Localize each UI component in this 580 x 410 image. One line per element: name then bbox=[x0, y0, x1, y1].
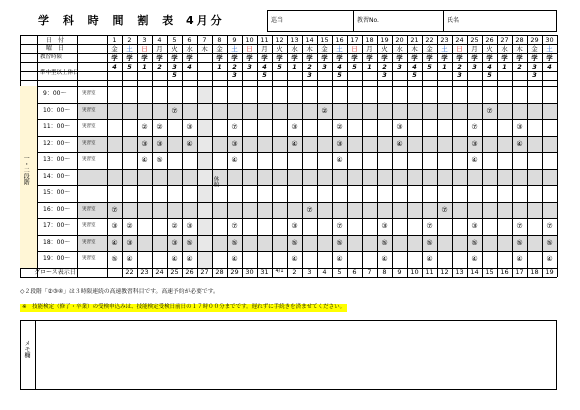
lesson-mark: ④ bbox=[186, 255, 193, 263]
period-cell: 3 bbox=[247, 62, 252, 71]
weekday-cell: 月 bbox=[366, 44, 373, 53]
page-title: 学 科 時 間 割 表 bbox=[38, 14, 179, 27]
lesson-mark: ③ bbox=[141, 139, 148, 148]
grid-vline bbox=[437, 35, 438, 277]
grid-hline bbox=[20, 103, 557, 104]
gross-day: 24 bbox=[155, 268, 164, 276]
grid-hline bbox=[20, 251, 557, 252]
weekday-cell: 月 bbox=[471, 44, 478, 53]
gross-day: 12 bbox=[440, 268, 449, 276]
time-label: 13：00～ bbox=[43, 156, 71, 163]
time-label: 17：00～ bbox=[43, 222, 71, 229]
day-number: 29 bbox=[530, 35, 539, 44]
lesson-mark: ⑦ bbox=[231, 123, 238, 131]
grid-hline bbox=[20, 80, 557, 81]
period-cell: 4 bbox=[112, 62, 117, 71]
grid-hline bbox=[20, 235, 557, 236]
extra-cell: 3 bbox=[532, 71, 537, 79]
day-number: 24 bbox=[455, 35, 464, 44]
lesson-mark: ④ bbox=[231, 255, 238, 263]
lesson-mark: ④ bbox=[126, 255, 133, 263]
weekday-cell: 金 bbox=[426, 44, 433, 53]
day-number: 11 bbox=[260, 35, 269, 44]
grid-hline bbox=[20, 218, 557, 219]
gross-day: 16 bbox=[500, 268, 509, 276]
day-number: 12 bbox=[275, 35, 284, 44]
period-cell: 4 bbox=[547, 62, 552, 71]
type-cell: 学 bbox=[111, 53, 118, 62]
day-number: 22 bbox=[425, 35, 434, 44]
lesson-mark: ② bbox=[336, 123, 343, 131]
grid-vline bbox=[347, 35, 348, 277]
day-number: 20 bbox=[395, 35, 404, 44]
type-cell: 学 bbox=[426, 53, 433, 62]
type-cell: 学 bbox=[531, 53, 538, 62]
period-cell: 2 bbox=[517, 62, 522, 71]
extra-cell: 5 bbox=[337, 71, 342, 79]
lesson-mark: ⑤ bbox=[546, 238, 553, 247]
gross-day: 4/1 bbox=[275, 268, 284, 274]
gross-day: 31 bbox=[260, 268, 269, 276]
time-label: 15：00～ bbox=[43, 189, 71, 196]
lesson-mark: ④ bbox=[381, 255, 388, 263]
day-number: 2 bbox=[127, 35, 132, 44]
room-tag: 実習室 bbox=[82, 206, 96, 212]
gross-day: 7 bbox=[367, 268, 372, 276]
day-number: 3 bbox=[142, 35, 147, 44]
period-cell: 2 bbox=[307, 62, 312, 71]
time-label: 10：00～ bbox=[43, 106, 71, 114]
period-cell: 1 bbox=[442, 62, 447, 71]
gross-day: 27 bbox=[200, 268, 209, 276]
type-cell: 学 bbox=[141, 53, 148, 62]
gross-day: 25 bbox=[170, 268, 179, 276]
lesson-mark: ② bbox=[156, 123, 163, 131]
day-number: 13 bbox=[290, 35, 299, 44]
period-cell: 3 bbox=[472, 62, 477, 71]
grid-hline bbox=[20, 277, 557, 278]
day-number: 18 bbox=[365, 35, 374, 44]
lesson-mark: ⑦ bbox=[171, 106, 178, 115]
type-cell: 学 bbox=[321, 53, 328, 62]
period-cell: 1 bbox=[292, 62, 297, 71]
gross-day: 19 bbox=[545, 268, 554, 276]
day-number: 19 bbox=[380, 35, 389, 44]
lesson-mark: ⑦ bbox=[306, 205, 313, 214]
field-1-label: 巡当 bbox=[271, 17, 284, 24]
lesson-mark: ④ bbox=[231, 156, 238, 164]
type-cell: 学 bbox=[501, 53, 508, 62]
type-cell: 学 bbox=[456, 53, 463, 62]
type-cell: 学 bbox=[216, 53, 223, 62]
type-cell: 学 bbox=[516, 53, 523, 62]
weekday-cell: 土 bbox=[126, 44, 133, 53]
period-cell: 4 bbox=[262, 62, 267, 71]
day-number: 9 bbox=[232, 35, 237, 44]
weekday-cell: 金 bbox=[531, 44, 538, 53]
lesson-mark: ⑤ bbox=[231, 238, 238, 247]
lesson-mark: ④ bbox=[141, 156, 148, 164]
grid-hline bbox=[20, 119, 557, 120]
header-divider bbox=[443, 10, 444, 32]
lesson-mark: ④ bbox=[336, 156, 343, 164]
lesson-mark: ③ bbox=[231, 139, 238, 148]
period-cell: 4 bbox=[412, 62, 417, 71]
grid-vline bbox=[497, 35, 498, 277]
gross-day: 15 bbox=[485, 268, 494, 276]
lesson-mark: ③ bbox=[156, 139, 163, 148]
grid-hline bbox=[20, 169, 557, 170]
gross-day: 8 bbox=[382, 268, 387, 276]
day-number: 30 bbox=[545, 35, 554, 44]
room-tag: 実習室 bbox=[82, 239, 96, 245]
grid-vline bbox=[137, 35, 138, 277]
lesson-mark: ⑦ bbox=[486, 106, 493, 115]
type-cell: 学 bbox=[441, 53, 448, 62]
grid-hline bbox=[20, 152, 557, 153]
lesson-mark: ⑤ bbox=[111, 255, 118, 263]
grid-vline bbox=[392, 35, 393, 277]
period-cell: 2 bbox=[382, 62, 387, 71]
lesson-mark: ③ bbox=[126, 238, 133, 247]
lesson-mark: ⑤ bbox=[471, 238, 478, 247]
period-cell: 1 bbox=[502, 62, 507, 71]
time-label: 18：00～ bbox=[43, 238, 71, 246]
grid-vline bbox=[362, 35, 363, 277]
grid-vline bbox=[197, 35, 198, 277]
lesson-mark: ⑦ bbox=[231, 222, 238, 230]
row-label-weekday: 曜 日 bbox=[46, 45, 65, 52]
extra-cell: 3 bbox=[382, 71, 387, 79]
weekday-cell: 金 bbox=[111, 44, 118, 53]
weekday-cell: 月 bbox=[156, 44, 163, 53]
month-label: 4月分 bbox=[186, 14, 225, 27]
lesson-mark: ③ bbox=[336, 139, 343, 148]
lesson-mark: ③ bbox=[291, 222, 298, 230]
note-2: ※ 技能検定（修了・卒業）の受検申込みは、技能検定受検日前日の１７時００分までです。遅れずに手続きを済ませてください。 bbox=[22, 304, 346, 310]
lesson-mark: ⑤ bbox=[516, 238, 523, 247]
period-cell: 5 bbox=[427, 62, 432, 71]
lesson-mark: ⑤ bbox=[291, 238, 298, 247]
period-cell: 3 bbox=[397, 62, 402, 71]
weekday-cell: 土 bbox=[441, 44, 448, 53]
room-tag: 実習室 bbox=[82, 107, 96, 113]
type-cell: 学 bbox=[381, 53, 388, 62]
lesson-mark: ③ bbox=[186, 123, 193, 131]
gross-day: 9 bbox=[397, 268, 402, 276]
gross-day: 10 bbox=[410, 268, 419, 276]
grid-vline bbox=[37, 35, 38, 277]
lesson-mark: ③ bbox=[291, 123, 298, 131]
extra-cell: 3 bbox=[307, 71, 312, 79]
memo-label: メモ欄 bbox=[23, 340, 30, 358]
period-cell: 1 bbox=[367, 62, 372, 71]
type-cell: 学 bbox=[126, 53, 133, 62]
type-cell: 学 bbox=[306, 53, 313, 62]
weekday-cell: 木 bbox=[201, 44, 208, 53]
weekday-cell: 火 bbox=[381, 44, 388, 53]
lesson-mark: ② bbox=[171, 222, 178, 230]
type-cell: 学 bbox=[246, 53, 253, 62]
weekday-cell: 水 bbox=[396, 44, 403, 53]
weekday-cell: 日 bbox=[246, 44, 253, 53]
gross-day: 23 bbox=[140, 268, 149, 276]
grid-hline bbox=[20, 86, 557, 87]
type-cell: 学 bbox=[276, 53, 283, 62]
weekday-cell: 金 bbox=[216, 44, 223, 53]
type-cell: 学 bbox=[471, 53, 478, 62]
weekday-cell: 日 bbox=[351, 44, 358, 53]
gross-day: 14 bbox=[470, 268, 479, 276]
period-cell: 1 bbox=[217, 62, 222, 71]
lesson-mark: ④ bbox=[546, 255, 553, 263]
lesson-mark: ④ bbox=[426, 255, 433, 263]
lesson-mark: ③ bbox=[186, 222, 193, 230]
room-tag: 実習室 bbox=[82, 140, 96, 146]
weekday-cell: 土 bbox=[336, 44, 343, 53]
type-cell: 学 bbox=[546, 53, 553, 62]
period-cell: 3 bbox=[172, 62, 177, 71]
grid-vline bbox=[242, 35, 243, 277]
weekday-cell: 水 bbox=[501, 44, 508, 53]
time-label: 9：00～ bbox=[43, 90, 67, 97]
lesson-mark: ⑤ bbox=[156, 156, 163, 164]
weekday-cell: 木 bbox=[306, 44, 313, 53]
gross-day: 6 bbox=[352, 268, 357, 276]
time-label: 14：00～ bbox=[43, 172, 71, 180]
period-cell: 5 bbox=[127, 62, 132, 71]
weekday-cell: 土 bbox=[546, 44, 553, 53]
lesson-mark: ③ bbox=[111, 222, 118, 230]
type-cell: 学 bbox=[156, 53, 163, 62]
note-1: ◇２段階「②③④」は３時限連続の高速教習科目です。高速予約が必要です。 bbox=[20, 289, 219, 295]
gross-day: 11 bbox=[425, 268, 434, 276]
period-cell: 3 bbox=[532, 62, 537, 71]
day-number: 8 bbox=[217, 35, 222, 44]
weekday-cell: 火 bbox=[171, 44, 178, 53]
extra-cell: 3 bbox=[232, 71, 237, 79]
field-3-label: 氏名 bbox=[447, 17, 460, 24]
weekday-cell: 土 bbox=[231, 44, 238, 53]
lesson-mark: ④ bbox=[516, 139, 523, 148]
gross-day: 4 bbox=[322, 268, 327, 276]
day-number: 7 bbox=[202, 35, 207, 44]
period-group-label: 一・二段階 bbox=[22, 155, 30, 185]
period-cell: 1 bbox=[142, 62, 147, 71]
extra-cell: 3 bbox=[457, 71, 462, 79]
gross-day: 5 bbox=[337, 268, 342, 276]
lesson-mark: ② bbox=[141, 123, 148, 131]
day-number: 15 bbox=[320, 35, 329, 44]
period-cell: 4 bbox=[487, 62, 492, 71]
lesson-mark: ④ bbox=[516, 255, 523, 263]
day-number: 25 bbox=[470, 35, 479, 44]
day-number: 21 bbox=[410, 35, 419, 44]
grid-hline bbox=[20, 136, 557, 137]
lesson-mark: ④ bbox=[186, 139, 193, 148]
lesson-mark: ② bbox=[126, 222, 133, 230]
lesson-mark: ③ bbox=[516, 123, 523, 131]
lesson-mark: ④ bbox=[171, 255, 178, 263]
time-label: 19：00～ bbox=[43, 255, 71, 262]
gross-day: 2 bbox=[292, 268, 297, 276]
extra-cell: 5 bbox=[172, 71, 177, 79]
memo-divider bbox=[35, 320, 36, 390]
period-cell: 5 bbox=[277, 62, 282, 71]
type-cell: 学 bbox=[231, 53, 238, 62]
grid-hline bbox=[20, 185, 557, 186]
day-number: 27 bbox=[500, 35, 509, 44]
type-cell: 学 bbox=[351, 53, 358, 62]
period-cell: 4 bbox=[337, 62, 342, 71]
period-cell: 2 bbox=[157, 62, 162, 71]
closed-column bbox=[197, 86, 212, 268]
row-label-day: 日 付 bbox=[46, 37, 65, 44]
room-tag: 実習室 bbox=[82, 91, 96, 96]
lesson-mark: ⑦ bbox=[471, 123, 478, 131]
weekday-cell: 木 bbox=[516, 44, 523, 53]
lesson-mark: ③ bbox=[381, 222, 388, 230]
lesson-mark: ⑦ bbox=[516, 222, 523, 230]
weekday-cell: 火 bbox=[276, 44, 283, 53]
gross-total-label: グロース表示日 bbox=[34, 269, 76, 276]
lesson-mark: ④ bbox=[291, 139, 298, 148]
day-number: 5 bbox=[172, 35, 177, 44]
day-number: 23 bbox=[440, 35, 449, 44]
period-cell: 2 bbox=[457, 62, 462, 71]
header-divider bbox=[353, 10, 354, 32]
type-cell: 学 bbox=[396, 53, 403, 62]
row-label-driving-time: 教習時限 bbox=[40, 54, 63, 60]
grid-hline bbox=[20, 71, 557, 72]
period-cell: 4 bbox=[187, 62, 192, 71]
lesson-mark: ② bbox=[321, 106, 328, 115]
type-cell: 学 bbox=[261, 53, 268, 62]
type-cell: 学 bbox=[366, 53, 373, 62]
lesson-mark: ④ bbox=[111, 238, 118, 247]
grid-vline bbox=[317, 35, 318, 277]
lesson-mark: ④ bbox=[396, 139, 403, 148]
header-fields-box bbox=[267, 10, 557, 32]
weekday-cell: 火 bbox=[486, 44, 493, 53]
gross-day: 17 bbox=[515, 268, 524, 276]
time-label: 16：00～ bbox=[43, 205, 71, 213]
day-number: 17 bbox=[350, 35, 359, 44]
gross-day: 13 bbox=[455, 268, 464, 276]
period-cell: 3 bbox=[322, 62, 327, 71]
weekday-cell: 日 bbox=[456, 44, 463, 53]
weekday-cell: 日 bbox=[141, 44, 148, 53]
lesson-mark: ④ bbox=[471, 156, 478, 164]
lesson-mark: ④ bbox=[471, 255, 478, 263]
weekday-cell: 木 bbox=[411, 44, 418, 53]
room-tag: 実習室 bbox=[82, 157, 96, 162]
weekday-cell: 水 bbox=[291, 44, 298, 53]
gross-day: 28 bbox=[215, 268, 224, 276]
grid-vline bbox=[557, 35, 558, 277]
day-number: 10 bbox=[245, 35, 254, 44]
memo-box[interactable] bbox=[20, 320, 557, 390]
lesson-mark: ⑤ bbox=[186, 238, 193, 247]
grid-vline bbox=[152, 35, 153, 277]
lesson-mark: ③ bbox=[171, 238, 178, 247]
lesson-mark: ⑦ bbox=[546, 222, 553, 230]
gross-day: 22 bbox=[125, 268, 134, 276]
lesson-mark: ⑦ bbox=[111, 205, 118, 214]
type-cell: 学 bbox=[336, 53, 343, 62]
day-number: 14 bbox=[305, 35, 314, 44]
time-label: 11：00～ bbox=[43, 123, 71, 130]
lesson-mark: ③ bbox=[396, 123, 403, 131]
room-tag: 実習室 bbox=[82, 256, 96, 261]
lesson-mark: ⑦ bbox=[441, 205, 448, 214]
type-cell: 学 bbox=[171, 53, 178, 62]
extra-cell: 5 bbox=[487, 71, 492, 79]
gross-day: 30 bbox=[245, 268, 254, 276]
grid-hline bbox=[20, 202, 557, 203]
grid-vline bbox=[212, 35, 213, 277]
extra-cell: 5 bbox=[412, 71, 417, 79]
lesson-mark: ③ bbox=[471, 222, 478, 230]
room-tag: 実習室 bbox=[82, 223, 96, 228]
lesson-mark: ⑦ bbox=[336, 222, 343, 230]
weekday-cell: 月 bbox=[261, 44, 268, 53]
gross-day: 18 bbox=[530, 268, 539, 276]
gross-day: 29 bbox=[230, 268, 239, 276]
type-cell: 学 bbox=[411, 53, 418, 62]
extra-cell: 5 bbox=[262, 71, 267, 79]
lesson-mark: ⑤ bbox=[336, 238, 343, 247]
day-number: 4 bbox=[157, 35, 162, 44]
gross-day: 3 bbox=[307, 268, 312, 276]
time-label: 12：00～ bbox=[43, 139, 71, 147]
lesson-mark: ④ bbox=[336, 255, 343, 263]
lesson-mark: ⑦ bbox=[426, 222, 433, 230]
room-tag: 実習室 bbox=[82, 124, 96, 129]
day-number: 26 bbox=[485, 35, 494, 44]
day-number: 28 bbox=[515, 35, 524, 44]
day-number: 16 bbox=[335, 35, 344, 44]
period-cell: 2 bbox=[232, 62, 237, 71]
lesson-mark: ④ bbox=[291, 255, 298, 263]
period-cell: 5 bbox=[352, 62, 357, 71]
weekday-cell: 水 bbox=[186, 44, 193, 53]
row-label-special: 準中型以上休日 bbox=[40, 70, 79, 76]
closed-label: 休校 bbox=[212, 176, 219, 187]
day-number: 1 bbox=[112, 35, 117, 44]
lesson-mark: ⑤ bbox=[426, 238, 433, 247]
type-cell: 学 bbox=[486, 53, 493, 62]
weekday-cell: 金 bbox=[321, 44, 328, 53]
lesson-mark: ⑤ bbox=[381, 238, 388, 247]
type-cell: 学 bbox=[291, 53, 298, 62]
type-cell: 学 bbox=[186, 53, 193, 62]
field-2-label: 教習No. bbox=[357, 17, 379, 24]
grid-vline bbox=[272, 35, 273, 277]
day-number: 6 bbox=[187, 35, 192, 44]
lesson-mark: ③ bbox=[471, 139, 478, 148]
gross-day: 26 bbox=[185, 268, 194, 276]
